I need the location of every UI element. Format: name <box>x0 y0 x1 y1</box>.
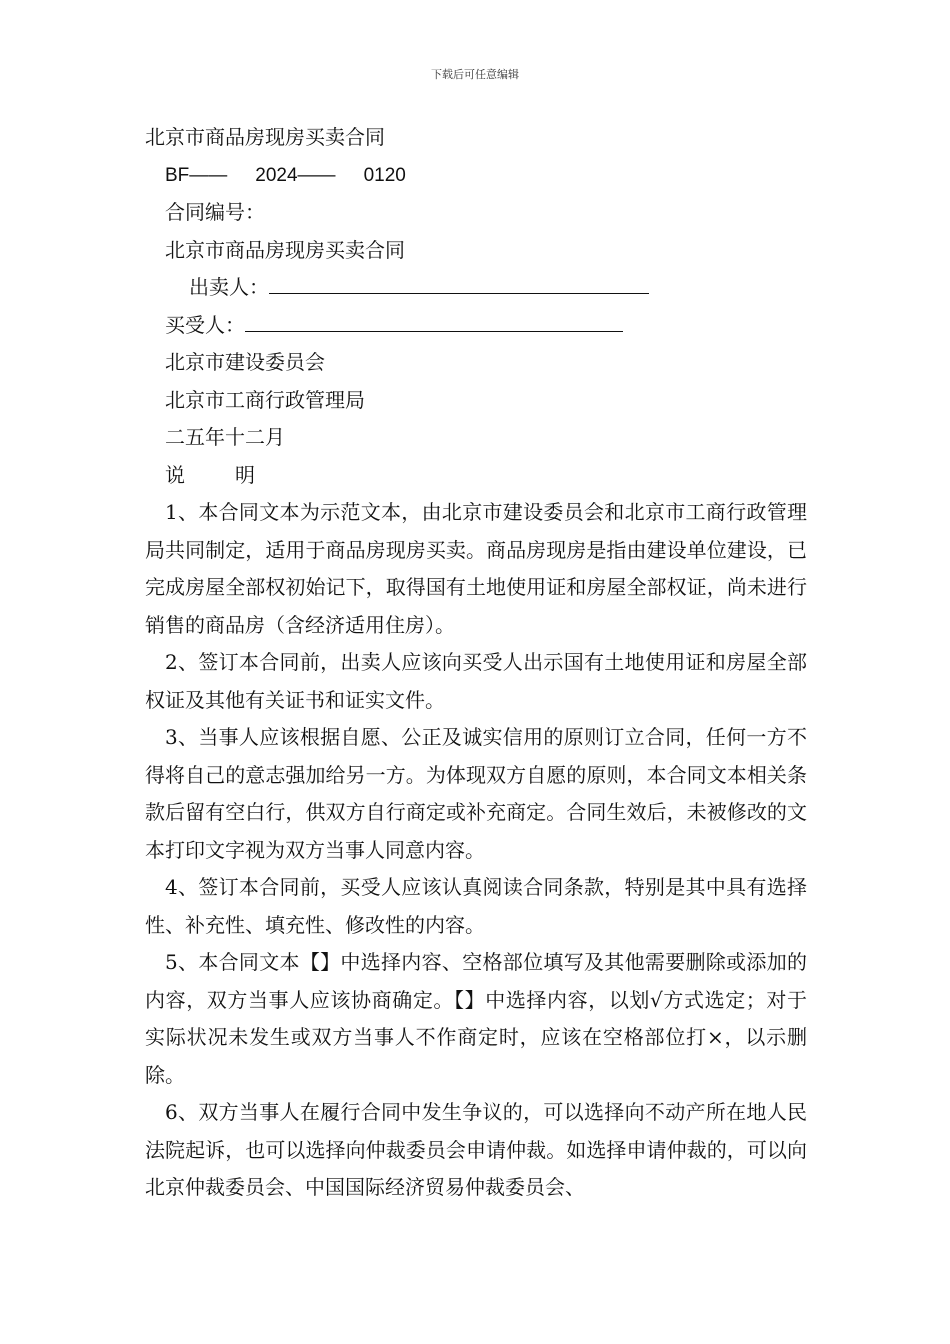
notes-title-char-1: 说 <box>165 462 185 487</box>
buyer-field <box>145 307 807 345</box>
notes-title <box>145 457 807 495</box>
note-paragraph-5: 5、本合同文本【】中选择内容、空格部位填写及其他需要删除或添加的内容，双方当事人应该协商确定。【】中选择内容，以划√方式选定；对于实际状况未发生或双方当事人不作商定时，应该在空格部位打×，以示删除。 <box>145 950 807 1087</box>
issuing-org-1: 北京市建设委员会 <box>165 350 325 374</box>
note-paragraph-3: 3、当事人应该根据自愿、公正及诚实信用的原则订立合同，任何一方不得将自己的意志强加给另一方。为体现双方自愿的原则，本合同文本相关条款后留有空白行，供双方自行商定或补充商定。合同生效后，未被修改的文本打印文字视为双方当事人同意内容。 <box>145 725 807 862</box>
note-paragraph-2: 2、签订本合同前，出卖人应该向买受人出示国有土地使用证和房屋全部权证及其他有关证书和证实文件。 <box>145 650 807 712</box>
contract-subtitle: 北京市商品房现房买卖合同 <box>165 237 405 262</box>
buyer-blank-line <box>245 307 623 332</box>
buyer-label: 买受人： <box>165 312 245 337</box>
contract-code-part3: 0120 <box>363 164 406 186</box>
note-paragraph-1: 1、本合同文本为示范文本，由北京市建设委员会和北京市工商行政管理局共同制定，适用于商品房现房买卖。商品房现房是指由建设单位建设，已完成房屋全部权初始记下，取得国有土地使用证和房屋全部权证，尚未进行销售的商品房（含经济适用住房）。 <box>145 500 807 637</box>
page-header-note: 下载后可任意编辑 <box>431 68 519 81</box>
seller-field <box>145 269 807 307</box>
issue-date: 二五年十二月 <box>165 425 285 449</box>
note-paragraph-4: 4、签订本合同前，买受人应该认真阅读合同条款，特别是其中具有选择性、补充性、填充性、修改性的内容。 <box>145 875 807 937</box>
document-body <box>145 119 807 1207</box>
contract-code-part1: BF—— <box>165 164 228 186</box>
contract-code-part2: 2024—— <box>255 164 336 186</box>
notes-title-char-2: 明 <box>235 462 255 487</box>
seller-blank-line <box>269 269 649 294</box>
contract-number-label: 合同编号： <box>165 200 265 224</box>
note-paragraph-6: 6、双方当事人在履行合同中发生争议的，可以选择向不动产所在地人民法院起诉，也可以选择向仲裁委员会申请仲裁。如选择申请仲裁的，可以向北京仲裁委员会、中国国际经济贸易仲裁委员会、 <box>145 1100 807 1199</box>
issuing-org-2: 北京市工商行政管理局 <box>165 387 365 412</box>
contract-code <box>145 157 807 195</box>
seller-label: 出卖人： <box>189 275 269 299</box>
document-title: 北京市商品房现房买卖合同 <box>145 125 385 149</box>
